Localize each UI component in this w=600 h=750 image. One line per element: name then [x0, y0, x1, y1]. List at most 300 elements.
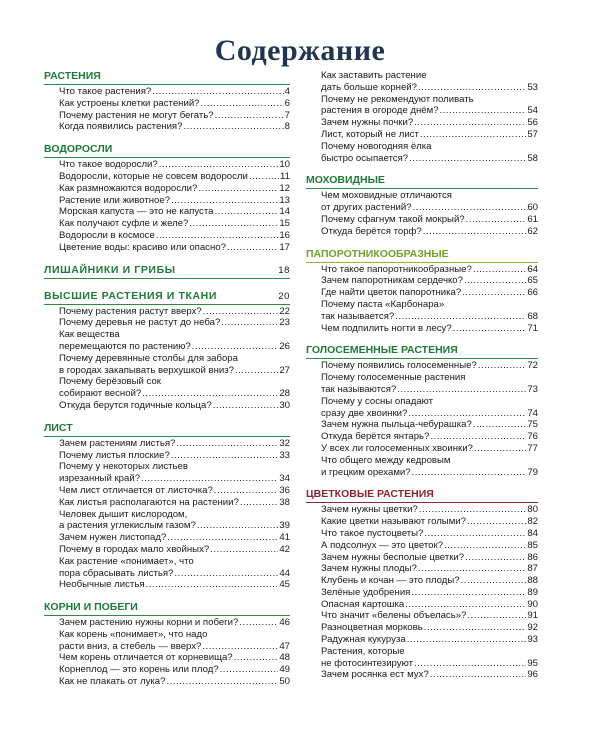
entry-page-number: 71 [527, 322, 538, 334]
dot-leader [221, 317, 278, 329]
toc-entry[interactable] [321, 646, 538, 670]
entry-page-number: 56 [527, 117, 538, 129]
dot-leader [152, 86, 283, 98]
section-gap [306, 238, 538, 248]
entry-row [321, 622, 538, 634]
entry-page-number: 68 [527, 310, 538, 322]
dot-leader [198, 183, 278, 195]
section-heading-text: ЛИСТ [44, 421, 73, 434]
entry-text: в городах закапывать верхушкой вниз? [59, 364, 234, 376]
entry-page-number: 12 [279, 182, 290, 194]
entry-text-line: Что общего между кедровым [321, 454, 451, 466]
entry-text: Почему растения не могут бегать? [59, 109, 214, 121]
entry-text-line: Растения, которые [321, 645, 405, 657]
entry-text: Как размножаются водоросли? [59, 182, 198, 194]
toc-entry[interactable] [321, 431, 538, 443]
entry-row [59, 497, 290, 509]
entry-text: У всех ли голосеменных хвоинки? [321, 442, 473, 454]
entry-list [306, 70, 538, 164]
section-heading[interactable] [44, 264, 290, 279]
dot-leader [462, 287, 526, 299]
toc-entry[interactable] [321, 264, 538, 276]
dot-leader [430, 431, 526, 443]
entry-page-number: 27 [279, 364, 290, 376]
entry-text: Что такое водоросли? [59, 159, 158, 171]
dot-leader [453, 323, 527, 335]
entry-text: и грецким орехами? [321, 466, 411, 478]
entry-page-number: 86 [527, 551, 538, 563]
dot-leader [444, 540, 526, 552]
dot-leader [214, 206, 278, 218]
toc-entry[interactable] [321, 70, 538, 94]
dot-leader [395, 311, 526, 323]
entry-row [59, 317, 290, 329]
dot-leader [473, 264, 527, 276]
toc-entry[interactable] [321, 275, 538, 287]
toc-entry[interactable] [321, 323, 538, 335]
section-heading[interactable] [44, 422, 290, 437]
toc-entry[interactable] [59, 400, 290, 412]
section-heading-text: МОХОВИДНЫЕ [306, 174, 385, 187]
dot-leader [142, 388, 278, 400]
entry-page-number: 45 [279, 579, 290, 591]
entry-row [59, 664, 290, 676]
entry-text-line: Почему паста «Карбонара» [321, 298, 445, 310]
entry-row [59, 532, 290, 544]
entry-text: Почему листья плоские? [59, 449, 170, 461]
entry-page-number: 53 [527, 81, 538, 93]
entry-page-number: 77 [527, 442, 538, 454]
entry-page-number: 8 [284, 121, 290, 133]
entry-page-number: 72 [527, 360, 538, 372]
entry-page-number: 22 [279, 305, 290, 317]
dot-leader [413, 202, 527, 214]
entry-page-number: 73 [527, 383, 538, 395]
toc-entry[interactable] [321, 94, 538, 118]
toc-entry[interactable] [321, 669, 538, 681]
entry-row [59, 341, 290, 353]
entry-page-number: 10 [279, 159, 290, 171]
section-gap [306, 478, 538, 488]
entry-text-line: Почему голосеменные растения [321, 372, 466, 384]
entry-text-line: Как растение «понимает», что [59, 555, 194, 567]
entry-row [59, 617, 290, 629]
entry-page-number: 82 [527, 516, 538, 528]
dot-leader [423, 226, 527, 238]
entry-text: Почему растения растут вверх? [59, 305, 202, 317]
entry-row [59, 568, 290, 580]
dot-leader [414, 658, 526, 670]
dot-leader [420, 129, 526, 141]
entry-row [321, 105, 538, 117]
toc-entry[interactable] [59, 98, 290, 110]
toc-entry[interactable] [59, 317, 290, 329]
toc-entry[interactable] [59, 509, 290, 533]
entry-text: Чем лист отличается от листочка? [59, 484, 213, 496]
toc-entry[interactable] [321, 587, 538, 599]
entry-row [321, 431, 538, 443]
toc-entry[interactable] [321, 599, 538, 611]
dot-leader [461, 575, 527, 587]
entry-page-number: 57 [527, 128, 538, 140]
entry-page-number: 75 [527, 419, 538, 431]
section-gap [44, 254, 290, 264]
section-heading[interactable] [306, 248, 538, 263]
section-heading[interactable] [306, 488, 538, 503]
toc-entry[interactable] [59, 579, 290, 591]
entry-list [306, 264, 538, 335]
toc-entry[interactable] [321, 129, 538, 141]
entry-row [321, 202, 538, 214]
entry-row [321, 658, 538, 670]
entry-text-line: Чем моховидные отличаются [321, 190, 452, 202]
toc-entry[interactable] [321, 372, 538, 396]
dot-leader [183, 121, 283, 133]
toc-entry[interactable] [321, 504, 538, 516]
entry-row [321, 323, 538, 335]
entry-list [44, 86, 290, 133]
entry-text: Откуда берётся янтарь? [321, 431, 430, 443]
entry-row [59, 206, 290, 218]
entry-row [59, 641, 290, 653]
toc-entry[interactable] [59, 461, 290, 485]
entry-text: быстро осыпается? [321, 152, 409, 164]
entry-page-number: 64 [527, 263, 538, 275]
entry-row [321, 419, 538, 431]
toc-entry[interactable] [321, 455, 538, 479]
entry-text: Как не плакать от лука? [59, 676, 166, 688]
section-heading[interactable] [44, 290, 290, 305]
toc-entry[interactable] [321, 552, 538, 564]
entry-text: Откуда берётся торф? [321, 225, 422, 237]
entry-text: дать больше корней? [321, 81, 417, 93]
entry-page-number: 62 [527, 225, 538, 237]
entry-text: Когда появились растения? [59, 121, 183, 133]
entry-text: Цветение воды: красиво или опасно? [59, 241, 226, 253]
entry-row [59, 121, 290, 133]
toc-entry[interactable] [59, 544, 290, 556]
toc-entry[interactable] [59, 353, 290, 377]
toc-entry[interactable] [59, 497, 290, 509]
toc-entry[interactable] [321, 634, 538, 646]
entry-text: Зелёные удобрения [321, 586, 411, 598]
entry-row [59, 400, 290, 412]
toc-entry[interactable] [321, 226, 538, 238]
toc-entry[interactable] [321, 575, 538, 587]
entry-text: Лист, который не лист [321, 128, 419, 140]
entry-row [59, 306, 290, 318]
entry-row [321, 552, 538, 564]
toc-entry[interactable] [321, 419, 538, 431]
entry-text-line: Как вещества [59, 329, 120, 341]
toc-entry[interactable] [59, 629, 290, 653]
entry-row [59, 652, 290, 664]
toc-entry[interactable] [321, 117, 538, 129]
entry-row [59, 183, 290, 195]
toc-entry[interactable] [321, 360, 538, 372]
section-gap [44, 280, 290, 290]
dot-leader [220, 664, 279, 676]
entry-text: а растения углекислым газом? [59, 520, 196, 532]
entry-page-number: 80 [527, 504, 538, 516]
entry-text: Зачем росянка ест мух? [321, 669, 429, 681]
entry-text: Чем корень отличается от корневища? [59, 652, 233, 664]
toc-entry[interactable] [59, 195, 290, 207]
toc-entry[interactable] [59, 110, 290, 122]
dot-leader [235, 365, 278, 377]
toc-entry[interactable] [59, 485, 290, 497]
dot-leader [141, 473, 278, 485]
dot-leader [215, 110, 284, 122]
entry-list [44, 617, 290, 688]
entry-page-number: 90 [527, 598, 538, 610]
section-heading-text: ЦВЕТКОВЫЕ РАСТЕНИЯ [306, 488, 434, 501]
dot-leader [405, 599, 526, 611]
entry-row [59, 230, 290, 242]
dot-leader [227, 242, 278, 254]
section-page-number: 20 [278, 290, 290, 302]
toc-entry[interactable] [321, 443, 538, 455]
entry-list [44, 159, 290, 253]
entry-row [321, 528, 538, 540]
entry-text: Необычные листья [59, 579, 145, 591]
entry-row [59, 473, 290, 485]
entry-text: Что значит «белены объелась»? [321, 610, 467, 622]
entry-text: растения в огороде днём? [321, 105, 439, 117]
toc-entry[interactable] [321, 299, 538, 323]
section-gap [44, 412, 290, 422]
dot-leader [466, 214, 527, 226]
toc-entry[interactable] [59, 206, 290, 218]
dot-leader [430, 669, 527, 681]
entry-row [59, 365, 290, 377]
toc-entry[interactable] [59, 438, 290, 450]
dot-leader [467, 516, 526, 528]
entry-text: Корнеплод — это корень или плод? [59, 664, 219, 676]
toc-section [44, 290, 290, 412]
entry-page-number: 6 [284, 97, 290, 109]
dot-leader [473, 419, 527, 431]
entry-row [59, 450, 290, 462]
toc-entry[interactable] [59, 676, 290, 688]
entry-row [59, 159, 290, 171]
entry-row [321, 226, 538, 238]
section-heading[interactable] [44, 601, 290, 616]
section-heading[interactable] [44, 70, 290, 85]
entry-row [321, 516, 538, 528]
entry-text: Откуда берутся годичные кольца? [59, 399, 212, 411]
section-heading-text: ПАПОРОТНИКООБРАЗНЫЕ [306, 247, 449, 260]
dot-leader [203, 306, 279, 318]
dot-leader [465, 552, 526, 564]
dot-leader [213, 400, 279, 412]
toc-entry[interactable] [321, 563, 538, 575]
dot-leader [464, 275, 526, 287]
entry-text: Зачем нужны бесполые цветки? [321, 551, 465, 563]
entry-page-number: 61 [527, 213, 538, 225]
toc-entry[interactable] [59, 121, 290, 133]
toc-entry[interactable] [321, 396, 538, 420]
dot-leader [234, 652, 279, 664]
section-gap [306, 164, 538, 174]
toc-entry[interactable] [59, 376, 290, 400]
entry-text: Как получают суфле и желе? [59, 218, 189, 230]
entry-row [59, 676, 290, 688]
entry-row [321, 275, 538, 287]
entry-text: Зачем нужны плоды? [321, 563, 417, 575]
dot-leader [467, 610, 526, 622]
entry-row [321, 563, 538, 575]
entry-row [321, 408, 538, 420]
entry-page-number: 91 [527, 610, 538, 622]
toc-entry[interactable] [59, 171, 290, 183]
entry-row [321, 311, 538, 323]
entry-text: так называются? [321, 383, 397, 395]
section-heading[interactable] [306, 344, 538, 359]
entry-list [306, 504, 538, 681]
dot-leader [176, 438, 278, 450]
toc-entry[interactable] [59, 159, 290, 171]
entry-row [321, 214, 538, 226]
entry-text: Как устроены клетки растений? [59, 97, 200, 109]
dot-leader [239, 617, 278, 629]
section-heading[interactable] [44, 143, 290, 158]
entry-text: Морская капуста — это не капуста [59, 206, 214, 218]
toc-section [44, 264, 290, 279]
entry-row [59, 388, 290, 400]
entry-row [59, 195, 290, 207]
dot-leader [419, 504, 527, 516]
toc-entry[interactable] [59, 86, 290, 98]
toc-entry[interactable] [59, 230, 290, 242]
entry-text: Что такое пустоцветы? [321, 527, 424, 539]
toc-entry[interactable] [59, 329, 290, 353]
entry-row [59, 98, 290, 110]
entry-page-number: 41 [279, 532, 290, 544]
entry-page-number: 88 [527, 575, 538, 587]
toc-entry[interactable] [59, 450, 290, 462]
entry-text-line: Как заставить растение [321, 70, 427, 81]
entry-text: Как листья располагаются на растении? [59, 496, 239, 508]
toc-entry[interactable] [321, 287, 538, 299]
toc-entry[interactable] [59, 532, 290, 544]
entry-text: Зачем нужна пыльца-чебурашка? [321, 419, 472, 431]
dot-leader [171, 195, 278, 207]
section-heading[interactable] [306, 174, 538, 189]
toc-entry[interactable] [59, 183, 290, 195]
entry-row [59, 218, 290, 230]
entry-row [59, 544, 290, 556]
entry-page-number: 79 [527, 466, 538, 478]
toc-entry[interactable] [321, 141, 538, 165]
entry-page-number: 93 [527, 634, 538, 646]
toc-entry[interactable] [59, 652, 290, 664]
toc-entry[interactable] [59, 617, 290, 629]
toc-entry[interactable] [321, 516, 538, 528]
entry-row [321, 153, 538, 165]
dot-leader [411, 587, 526, 599]
entry-row [321, 264, 538, 276]
section-gap [306, 334, 538, 344]
entry-row [321, 287, 538, 299]
toc-entry[interactable] [321, 214, 538, 226]
entry-row [321, 540, 538, 552]
entry-page-number: 11 [280, 170, 290, 182]
toc-entry[interactable] [321, 190, 538, 214]
entry-text: Зачем папоротникам сердечко? [321, 275, 463, 287]
entry-row [321, 599, 538, 611]
dot-leader [201, 98, 284, 110]
entry-text: изрезанный край? [59, 473, 141, 485]
entry-page-number: 60 [527, 202, 538, 214]
page-title: Содержание [214, 34, 386, 67]
dot-leader [171, 450, 279, 462]
entry-row [59, 579, 290, 591]
entry-text: расти вниз, а стебель — вверх? [59, 640, 202, 652]
entry-row [321, 587, 538, 599]
section-heading-text: 18 ЛИШАЙНИКИ И ГРИБЫ [44, 263, 290, 276]
toc-entry[interactable] [59, 556, 290, 580]
toc-entry[interactable] [59, 664, 290, 676]
dot-leader [202, 641, 278, 653]
entry-text: Зачем нужен листопад? [59, 532, 167, 544]
entry-page-number: 96 [527, 669, 538, 681]
entry-page-number: 65 [527, 275, 538, 287]
toc-entry[interactable] [321, 540, 538, 552]
entry-text: от других растений? [321, 202, 412, 214]
toc-entry[interactable] [321, 610, 538, 622]
entry-page-number: 33 [279, 449, 290, 461]
entry-row [321, 634, 538, 646]
toc-entry[interactable] [321, 528, 538, 540]
entry-row [59, 110, 290, 122]
entry-row [321, 443, 538, 455]
entry-text: Где найти цветок папоротника? [321, 287, 462, 299]
toc-entry[interactable] [59, 306, 290, 318]
toc-entry[interactable] [59, 242, 290, 254]
entry-text: Зачем растению нужны корни и побеги? [59, 617, 239, 629]
entry-text: А подсолнух — это цветок? [321, 539, 444, 551]
entry-row [321, 610, 538, 622]
toc-section [306, 248, 538, 335]
toc-section [306, 70, 538, 164]
toc-entry[interactable] [321, 622, 538, 634]
entry-text: Зачем растениям листья? [59, 437, 176, 449]
entry-row [321, 82, 538, 94]
dot-leader [249, 171, 279, 183]
entry-page-number: 44 [279, 567, 290, 579]
toc-section [44, 422, 290, 591]
entry-text: Что такое растения? [59, 86, 152, 97]
entry-row [321, 504, 538, 516]
entry-page-number: 47 [279, 640, 290, 652]
entry-row [321, 669, 538, 681]
entry-page-number: 13 [279, 194, 290, 206]
dot-leader [409, 153, 526, 165]
entry-row [59, 438, 290, 450]
entry-page-number: 95 [527, 657, 538, 669]
entry-page-number: 26 [279, 340, 290, 352]
entry-page-number: 92 [527, 622, 538, 634]
dot-leader [159, 159, 279, 171]
entry-page-number: 30 [279, 399, 290, 411]
dot-leader [189, 218, 278, 230]
toc-entry[interactable] [59, 218, 290, 230]
entry-page-number: 17 [279, 241, 290, 253]
entry-list [44, 306, 290, 412]
entry-page-number: 34 [279, 473, 290, 485]
entry-page-number: 49 [279, 664, 290, 676]
